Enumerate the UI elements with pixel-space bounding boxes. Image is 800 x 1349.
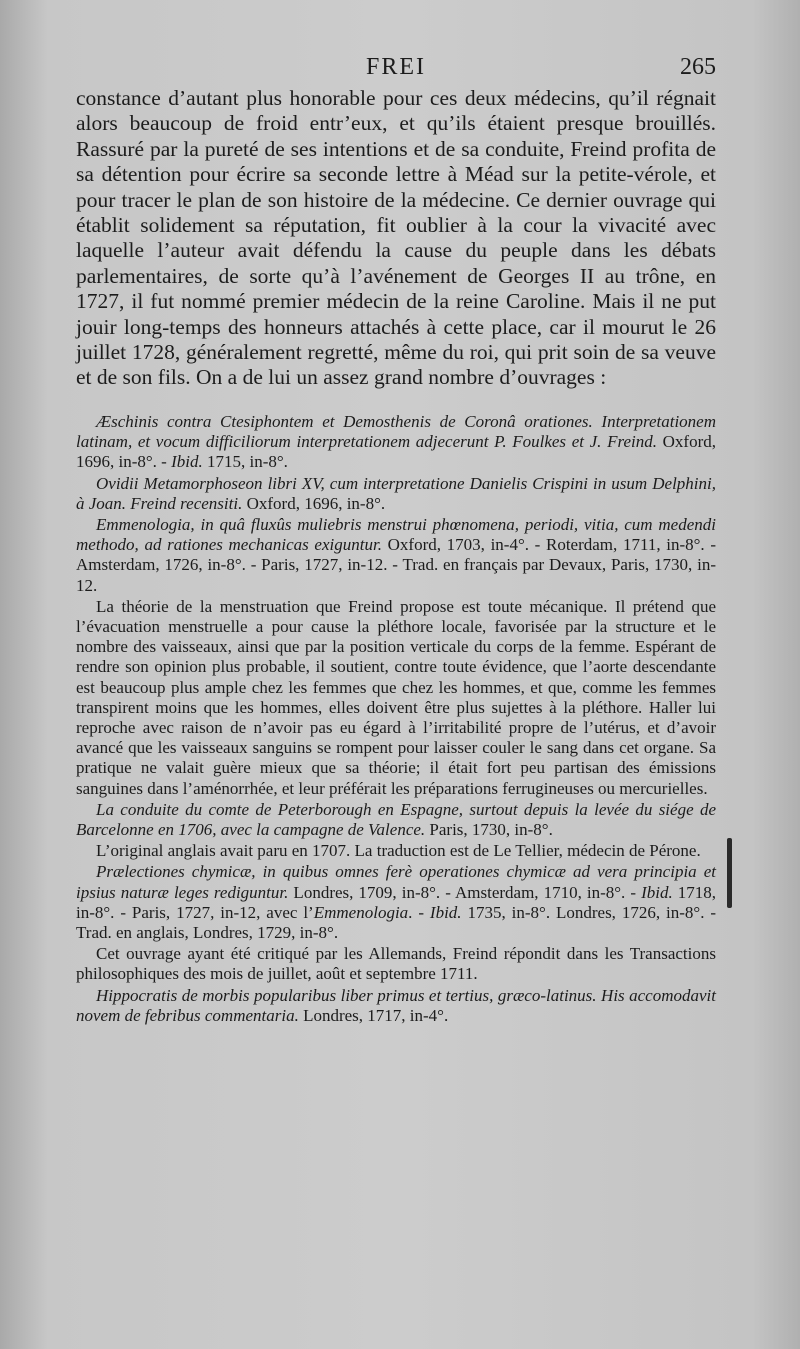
margin-pencil-mark bbox=[727, 838, 732, 908]
entry-details: . - bbox=[408, 902, 430, 922]
bibliography-entry-hippocratis bbox=[76, 986, 716, 1026]
page-number: 265 bbox=[680, 54, 716, 80]
entry-details: Oxford, 1696, in-8°. bbox=[242, 493, 386, 513]
entry-title: Ovidii Metamorphoseon libri XV, cum interpretatione Danielis Crispini in usum Delphini, à Joan. Freind recensiti. bbox=[76, 473, 716, 513]
entry-details: 1718, in-8°. - Paris, 1727, in-12, avec l’ bbox=[76, 882, 716, 922]
entry-ibid: Ibid. bbox=[429, 902, 462, 922]
entry-details: Oxford, 1696, in-8°. - bbox=[76, 432, 716, 472]
running-head: FREI bbox=[365, 54, 426, 80]
bibliography-entry-conduite bbox=[76, 800, 716, 840]
entry-details: Londres, 1709, in-8°. - Amsterdam, 1710, in-8°. - bbox=[288, 882, 642, 902]
bibliography-entry-aeschinis bbox=[76, 412, 716, 473]
main-text bbox=[76, 86, 716, 391]
entry-details: Londres, 1717, in-4°. bbox=[298, 1005, 449, 1025]
entry-ibid: Ibid. bbox=[641, 882, 673, 902]
body-paragraph: constance d’autant plus honorable pour ces deux médecins, qu’il régnait alors beaucoup de froid entr’eux, et qu’ils étaient presque brouillés. Rassuré par la pureté de ses intentions et de sa conduite, Freind profita de sa détention pour écrire sa seconde lettre à Méad sur la petite-vérole, et pour tracer le plan de son histoire de la médecine. Ce dernier ouvrage qui établit solidement sa réputation, fit oublier à la cour la vivacité avec laquelle l’auteur avait défendu la cause du peuple dans les débats parlementaires, de sorte qu’à l’avénement de Georges II au trône, en 1727, il fut nommé premier médecin de la reine Caroline. Mais il ne put jouir long-temps des honneurs attachés à cette place, car il mourut le 26 juillet 1728, généralement regretté, même du roi, qui prit soin de sa veuve et de son fils. On a de lui un assez grand nombre d’ouvrages : bbox=[76, 86, 716, 390]
bibliography-entry-praelectiones bbox=[76, 862, 716, 943]
entry-title: Emmenologia, in quâ fluxûs muliebris menstrui phœnomena, periodi, vitia, cum medendi methodo, ad rationes mechanicas exiguntur. bbox=[76, 515, 716, 555]
entry-details: 1715, in-8°. bbox=[202, 452, 288, 472]
bibliography-entry-ovidii bbox=[76, 474, 716, 514]
entry-emmenologia-ref: Emmenologia bbox=[313, 902, 409, 922]
entry-title: Hippocratis de morbis popularibus liber primus et tertius, græco-latinus. His accomodavit novem de febribus commentaria. bbox=[76, 985, 716, 1025]
entry-details: 1735, in-8°. Londres, 1726, in-8°. - Trad. en anglais, Londres, 1729, in-8°. bbox=[76, 902, 717, 943]
bibliography-entry-emmenologia bbox=[76, 515, 716, 596]
entry-details: Paris, 1730, in-8°. bbox=[425, 820, 553, 840]
commentary-emmenologia: La théorie de la menstruation que Freind propose est toute mécanique. Il prétend que l’évacuation menstruelle a pour cause la pléthore locale, favorisée par la structure et le nombre des vaisseaux, ainsi que par la position verticale du corps de la femme. Espérant de rendre son opinion plus probable, il soutient, contre toute évidence, que l’aorte descendante est beaucoup plus ample chez les femmes que chez les hommes, et que, comme les femmes transpirent moins que les hommes, elles doivent être plus sujettes à la pléthore. Haller lui reproche avec raison de n’avoir pas eu égard à l’irritabilité propre de l’utérus, et d’avoir avancé que les vaisseaux sanguins se rompent pour laisser couler le sang dans cet organe. Sa pratique ne valait guère mieux que sa théorie; il était fort peu partisan des émissions sanguines dans l’aménorrhée, et leur préférait les préparations ferrugineuses ou mercurielles. bbox=[76, 596, 716, 798]
entry-details: Oxford, 1703, in-4°. - Roterdam, 1711, in-8°. - Amsterdam, 1726, in-8°. - Paris, 1727, in-12. - Trad. en français par Devaux, Paris, 1730, in-12. bbox=[76, 535, 716, 595]
page-header bbox=[76, 50, 716, 84]
commentary-praelectiones: Cet ouvrage ayant été critiqué par les Allemands, Freind répondit dans les Transactions philosophiques des mois de juillet, août et septembre 1711. bbox=[76, 944, 716, 984]
bibliography bbox=[76, 412, 716, 1027]
entry-title: La conduite du comte de Peterborough en Espagne, surtout depuis la levée du siége de Barcelonne en 1706, avec la campagne de Valence. bbox=[76, 799, 716, 840]
entry-ibid: Ibid. bbox=[171, 452, 203, 472]
entry-title: Prælectiones chymicæ, in quibus omnes ferè operationes chymicæ ad vera principia et ipsius naturæ leges rediguntur. bbox=[76, 862, 716, 902]
commentary-conduite: L’original anglais avait paru en 1707. La traduction est de Le Tellier, médecin de Pérone. bbox=[96, 841, 701, 861]
entry-title: Æschinis contra Ctesiphontem et Demosthenis de Coronâ orationes. Interpretationem latinam, et vocum difficiliorum interpretationem adjecerunt P. Foulkes et J. Freind. bbox=[76, 412, 716, 452]
